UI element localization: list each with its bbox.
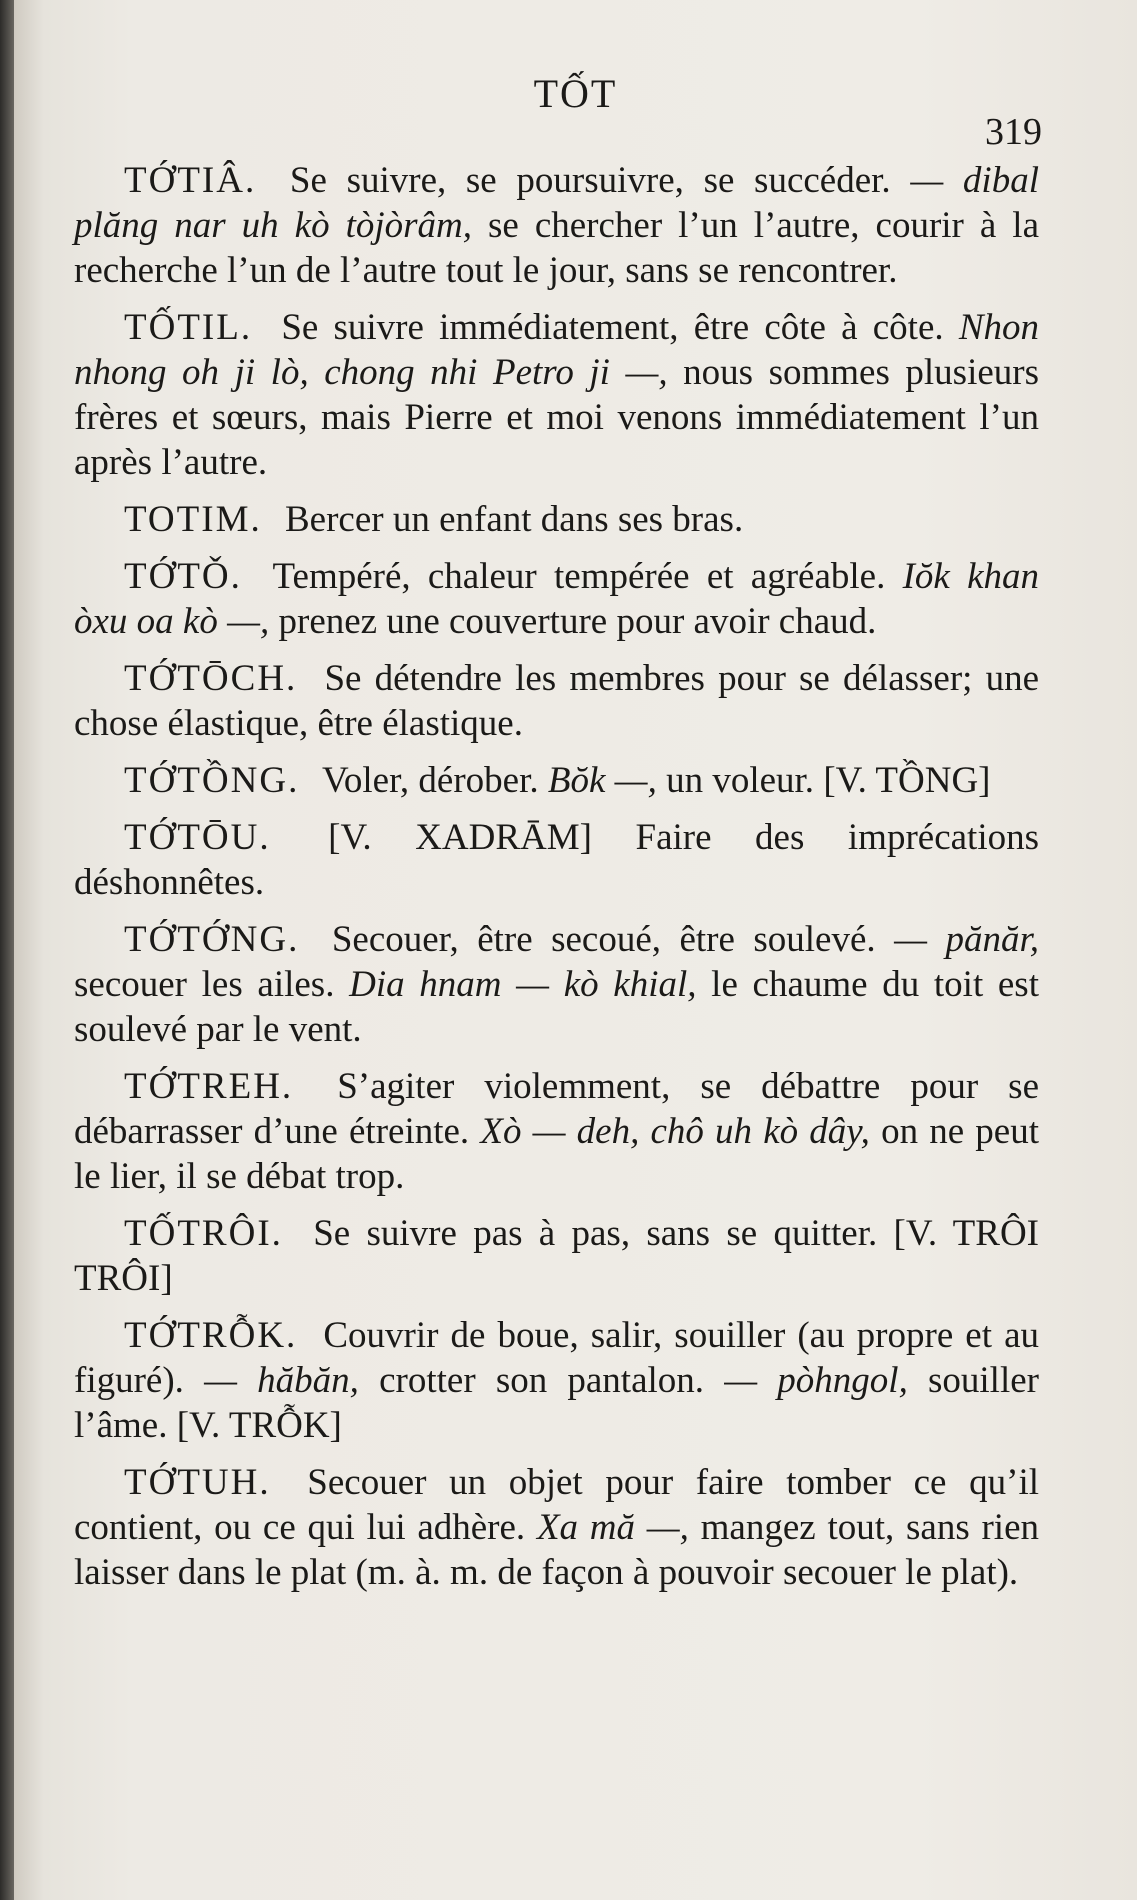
entry-definition: Bercer un enfant dans ses bras. xyxy=(284,499,744,540)
dictionary-entry xyxy=(74,1064,1039,1199)
entry-definition: Se suivre pas à pas, sans se quitter. xyxy=(313,1213,894,1254)
entry-example: — hăbăn, xyxy=(204,1360,359,1401)
entry-headword: TỚTUH. xyxy=(124,1462,271,1503)
entry-definition: se chercher l’un l’autre, courir à la recherche l’un de l’autre tout le jour, sans se rencontrer. xyxy=(74,205,1039,291)
entry-cross-reference: [V. TRÔI TRÔI] xyxy=(74,1213,1040,1299)
entry-definition: Faire des imprécations déshonnêtes. xyxy=(74,817,1040,903)
entry-definition: S’agiter violemment, se débattre pour se débarrasser d’une étreinte. xyxy=(74,1066,1039,1152)
entry-cross-reference: [V. TRỖK] xyxy=(176,1405,342,1446)
entry-definition: Se suivre immédiatement, être côte à côte. xyxy=(281,307,959,348)
dictionary-entry xyxy=(74,656,1039,746)
entry-example: Xò — deh, chô uh kò dây, xyxy=(480,1111,870,1152)
entry-headword: TỚTŌU. xyxy=(124,817,271,858)
entry-definition: secouer les ailes. xyxy=(74,964,350,1005)
dictionary-entry xyxy=(74,305,1039,485)
entry-headword: TỚTŌCH. xyxy=(124,658,298,699)
entry-definition: le chaume du toit est soulevé par le vent. xyxy=(74,964,1039,1050)
entry-example: — dibal plăng nar uh kò tòjòrâm, xyxy=(74,160,1039,246)
entry-example: Xa mă —, xyxy=(536,1507,689,1548)
entry-example: Bŏk —, xyxy=(547,760,657,801)
entry-example: — pănăr, xyxy=(894,919,1040,960)
entry-definition: Secouer un objet pour faire tomber ce qu’il contient, ou ce qui lui adhère. xyxy=(74,1462,1040,1548)
entry-definition: on ne peut le lier, il se débat trop. xyxy=(74,1111,1040,1197)
book-spine-shadow xyxy=(0,0,14,1900)
entry-definition: un voleur. xyxy=(656,760,824,801)
entry-headword: TỚTIÂ. xyxy=(124,160,257,201)
entry-example: Nhon nhong oh ji lò, chong nhi Petro ji —, xyxy=(74,307,1040,393)
entry-headword: TỐTIL. xyxy=(124,307,253,348)
entry-headword: TỚTRỖK. xyxy=(124,1315,298,1356)
dictionary-entry xyxy=(74,1211,1039,1301)
page-number: 319 xyxy=(985,111,1042,153)
dictionary-entry xyxy=(74,815,1039,905)
dictionary-entry xyxy=(74,917,1039,1052)
dictionary-entry xyxy=(74,158,1039,293)
dictionary-entry xyxy=(74,1313,1039,1448)
entry-example: Iŏk khan òxu oa kò —, xyxy=(74,556,1039,642)
dictionary-page xyxy=(14,0,1137,1900)
dictionary-entry xyxy=(74,1460,1039,1595)
entry-definition: nous sommes plusieurs frères et sœurs, mais Pierre et moi venons immédiatement l’un après l’autre. xyxy=(74,352,1039,483)
entry-definition: Se suivre, se poursuivre, se succéder. xyxy=(289,160,911,201)
entry-definition: crotter son pantalon. xyxy=(358,1360,725,1401)
entry-headword: TỐTRÔI. xyxy=(124,1213,283,1254)
entry-example: Dia hnam — kò khial, xyxy=(349,964,697,1005)
entry-list xyxy=(74,158,1039,1607)
entry-cross-reference: [V. XADRĀM] xyxy=(328,817,592,858)
entry-definition: souiller l’âme. xyxy=(74,1360,1039,1446)
entry-example: — pòhngol, xyxy=(724,1360,908,1401)
running-head: TỐT xyxy=(533,71,618,116)
entry-headword: TỚTREH. xyxy=(124,1066,294,1107)
entry-headword: TỚTỚNG. xyxy=(124,919,300,960)
entry-headword: TOTIM. xyxy=(124,499,262,540)
entry-headword: TỚTỒNG. xyxy=(124,760,300,801)
dictionary-entry xyxy=(74,758,1039,803)
entry-cross-reference: [V. TỒNG] xyxy=(823,760,991,801)
entry-definition: prenez une couverture pour avoir chaud. xyxy=(269,601,877,642)
entry-definition: Se détendre les membres pour se délasser; une chose élastique, être élastique. xyxy=(74,658,1039,744)
entry-definition: Voler, dérober. xyxy=(321,760,548,801)
entry-headword: TỚTǑ. xyxy=(124,556,242,597)
entry-definition: Tempéré, chaleur tempérée et agréable. xyxy=(272,556,903,597)
dictionary-entry xyxy=(74,554,1039,644)
dictionary-entry xyxy=(74,497,1039,542)
entry-definition: Couvrir de boue, salir, souiller (au propre et au figuré). xyxy=(74,1315,1039,1401)
entry-definition: Secouer, être secoué, être soulevé. xyxy=(331,919,895,960)
entry-definition: mangez tout, sans rien laisser dans le plat (m. à. m. de façon à pouvoir secouer le plat). xyxy=(74,1507,1039,1593)
